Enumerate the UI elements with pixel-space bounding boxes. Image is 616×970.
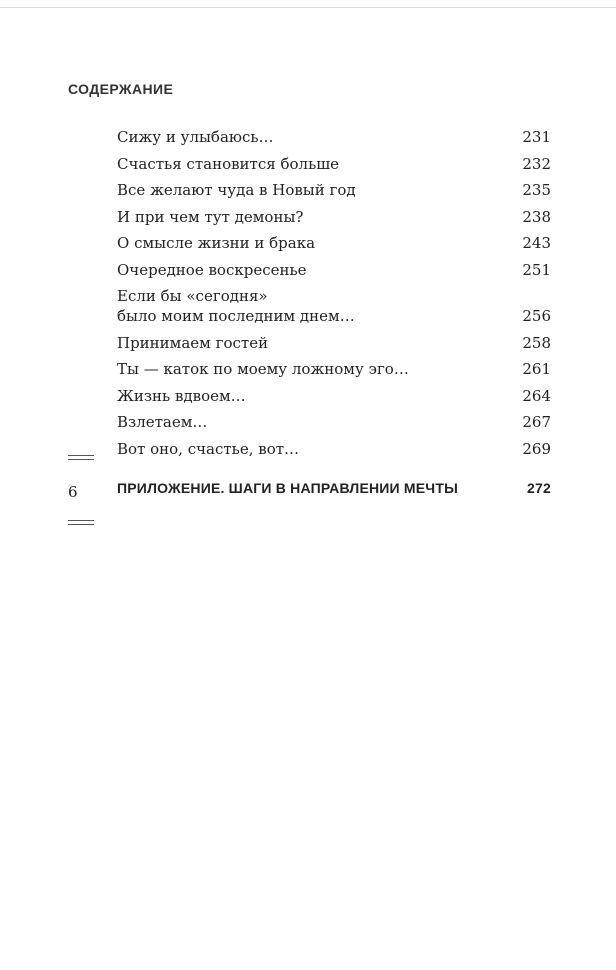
toc-entry-page: 235 — [522, 181, 551, 199]
toc-entry-title: Принимаем гостей — [117, 333, 269, 352]
toc-entry-title: И при чем тут демоны? — [117, 207, 304, 226]
appendix-entry — [117, 480, 551, 496]
toc-entry — [117, 154, 551, 174]
toc-entry-title: Если бы «сегодня» было моим последним днем… — [117, 287, 355, 325]
margin-tick-marks — [68, 455, 94, 463]
toc-entry-page: 258 — [522, 333, 551, 352]
toc-entry-page: 256 — [522, 307, 551, 325]
toc-entry — [117, 286, 551, 326]
toc-entry — [117, 386, 551, 406]
toc-entry — [117, 439, 551, 459]
toc-entry-page: 264 — [522, 386, 551, 405]
toc-entry-page: 251 — [522, 260, 551, 279]
toc-entry — [117, 180, 551, 200]
toc-entry-title: Ты — каток по моему ложному эго… — [117, 360, 409, 378]
toc-entry-page: 267 — [522, 413, 551, 431]
toc-entry — [117, 412, 551, 432]
toc-entry — [117, 233, 551, 253]
table-of-contents — [117, 127, 551, 465]
toc-entry-title: Счастья становится больше — [117, 154, 340, 173]
toc-entry-page: 232 — [522, 154, 551, 173]
toc-entry-page: 261 — [522, 360, 551, 378]
toc-entry-title: Очередное воскресенье — [117, 260, 307, 279]
toc-entry — [117, 359, 551, 379]
section-title: СОДЕРЖАНИЕ — [68, 81, 174, 97]
toc-entry-title: О смысле жизни и брака — [117, 234, 316, 252]
toc-entry-page: 238 — [522, 207, 551, 226]
toc-entry-page: 231 — [522, 128, 551, 146]
toc-entry-title: Все желают чуда в Новый год — [117, 181, 356, 199]
margin-tick-marks — [68, 520, 94, 528]
toc-entry — [117, 333, 551, 353]
page-number: 6 — [68, 483, 78, 501]
toc-entry — [117, 127, 551, 147]
toc-entry-page: 269 — [522, 439, 551, 458]
appendix-page: 272 — [527, 480, 551, 496]
toc-entry — [117, 260, 551, 280]
toc-entry — [117, 207, 551, 227]
toc-entry-page: 243 — [522, 234, 551, 252]
toc-entry-title: Взлетаем… — [117, 413, 208, 431]
toc-entry-title: Жизнь вдвоем… — [117, 386, 246, 405]
toc-entry-title: Вот оно, счастье, вот… — [117, 439, 300, 458]
toc-entry-title: Сижу и улыбаюсь… — [117, 128, 274, 146]
appendix-title: ПРИЛОЖЕНИЕ. ШАГИ В НАПРАВЛЕНИИ МЕЧТЫ — [117, 480, 458, 496]
top-divider — [0, 7, 616, 8]
